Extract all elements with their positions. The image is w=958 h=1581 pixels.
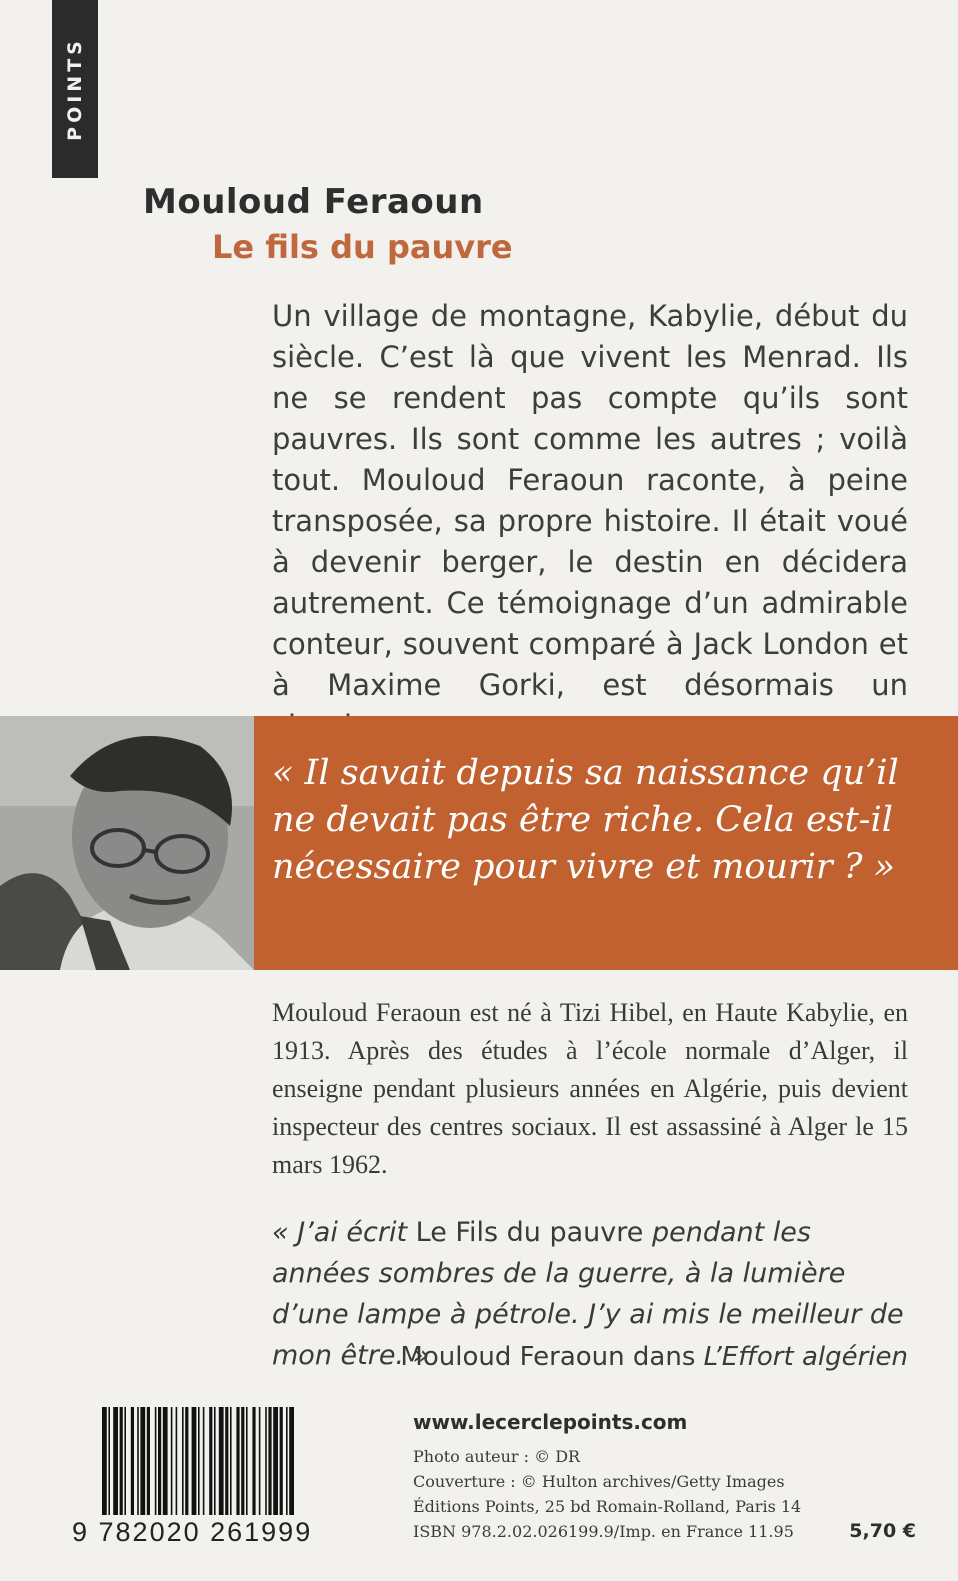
barcode-bar <box>147 1407 150 1515</box>
publisher-website[interactable]: www.lecerclepoints.com <box>413 1410 688 1434</box>
barcode-bar <box>113 1407 118 1515</box>
barcode-bar <box>158 1407 161 1515</box>
credit-photo: Photo auteur : © DR <box>413 1447 581 1466</box>
barcode-bar <box>124 1407 126 1515</box>
barcode-bar <box>273 1407 278 1515</box>
author-photo-image <box>0 716 254 970</box>
barcode-bar <box>108 1407 110 1515</box>
barcode-bar <box>102 1407 107 1515</box>
barcode-bar <box>280 1407 283 1515</box>
barcode <box>72 1407 390 1547</box>
pull-quote-box <box>254 716 958 970</box>
barcode-bar <box>214 1407 216 1515</box>
author-photo <box>0 716 254 970</box>
publisher-tab-label: POINTS <box>64 37 87 141</box>
barcode-bar <box>230 1407 232 1515</box>
attribution-prefix: Mouloud Feraoun dans <box>400 1342 704 1372</box>
author-bio: Mouloud Feraoun est né à Tizi Hibel, en Haute Kabylie, en 1913. Après des études à l’école normale d’Alger, il enseigne pendant plusieurs années en Algérie, puis devient inspecteur des centres sociaux. Il est assassiné à Alger le 15 mars 1962. <box>272 998 908 1179</box>
credit-publisher-address: Éditions Points, 25 bd Romain-Rolland, Paris 14 <box>413 1497 802 1516</box>
quote-band <box>0 716 958 970</box>
barcode-bar <box>176 1407 178 1515</box>
barcode-bar <box>120 1407 123 1515</box>
barcode-bar <box>252 1407 255 1515</box>
barcode-bar <box>286 1407 288 1515</box>
barcode-bar <box>198 1407 200 1515</box>
barcode-bar <box>192 1407 197 1515</box>
barcode-bar <box>259 1407 261 1515</box>
barcode-bar <box>236 1407 239 1515</box>
credits-block <box>413 1444 843 1544</box>
barcode-bar <box>209 1407 212 1515</box>
barcode-bar <box>140 1407 145 1515</box>
barcode-bar <box>265 1407 267 1515</box>
publisher-tab <box>52 0 98 178</box>
barcode-bar <box>268 1407 271 1515</box>
quote-attribution <box>400 1342 908 1372</box>
book-summary: Un village de montagne, Kabylie, début du siècle. C’est là que vivent les Menrad. Ils ne se rendent pas compte qu’ils sont pauvres. Ils sont comme les autres ; voilà tout. Mouloud Feraoun raconte, à peine transposée, sa propre histoire. Il était voué à devenir berger, le destin en décidera autrement. Ce témoignage d’un admirable conteur, souvent comparé à Jack London et à Maxime Gorki, est désormais un <box>272 299 908 702</box>
barcode-bars <box>72 1407 390 1515</box>
barcode-digits: 9 782020 261999 <box>72 1517 313 1547</box>
barcode-bar <box>171 1407 173 1515</box>
credit-isbn: ISBN 978.2.02.026199.9/Imp. en France 11.95 <box>413 1522 794 1541</box>
author-quote-book-title: Le Fils du pauvre <box>415 1217 644 1248</box>
author-quote-part3: pendant les années sombres de la guerre, à la lumière d’une lampe à pétrole. J’y ai mis le meilleur de mon être. » <box>272 1217 904 1371</box>
barcode-bar <box>131 1407 134 1515</box>
barcode-bar <box>246 1407 248 1515</box>
barcode-bar <box>163 1407 168 1515</box>
barcode-bar <box>137 1407 139 1515</box>
attribution-source: L’Effort algérien <box>703 1342 908 1372</box>
author-name: Mouloud Feraoun <box>143 182 484 222</box>
barcode-bar <box>219 1407 224 1515</box>
barcode-bar <box>225 1407 228 1515</box>
barcode-bar <box>155 1407 157 1515</box>
barcode-bar <box>182 1407 184 1515</box>
book-title: Le fils du pauvre <box>212 228 513 266</box>
barcode-bar <box>185 1407 188 1515</box>
barcode-bar <box>203 1407 205 1515</box>
pull-quote: « Il savait depuis sa naissance qu’il ne devait pas être riche. Cela est-il nécessaire pour vivre et mourir ? » <box>272 753 899 887</box>
barcode-bar <box>241 1407 244 1515</box>
barcode-bar <box>289 1407 294 1515</box>
author-quote-part1: « J’ai écrit <box>272 1217 416 1248</box>
credit-cover: Couverture : © Hulton archives/Getty Images <box>413 1472 785 1491</box>
price: 5,70 € <box>849 1520 916 1542</box>
